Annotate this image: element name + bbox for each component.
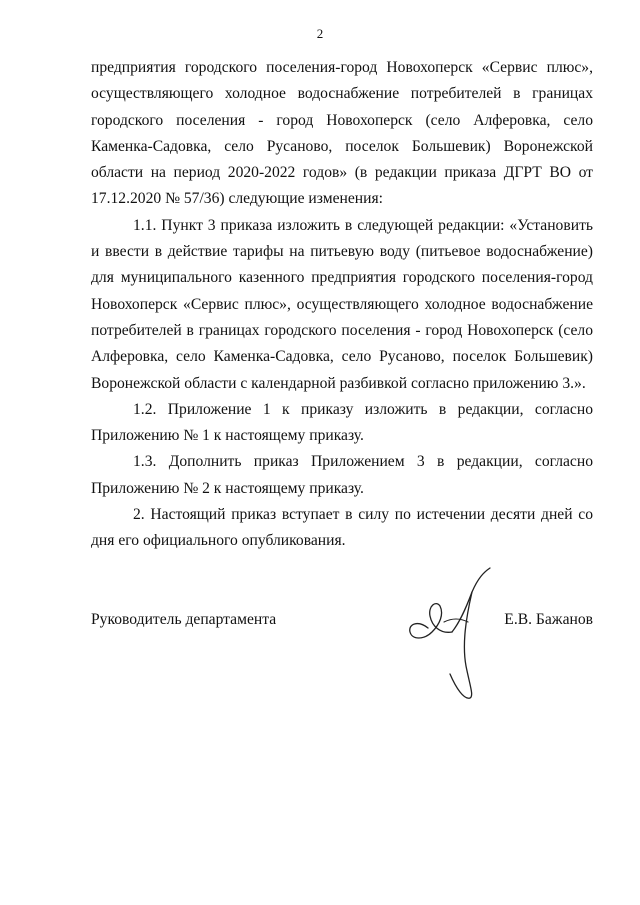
signature-block bbox=[91, 608, 593, 632]
paragraph-item-1-2: 1.2. Приложение 1 к приказу изложить в редакции, согласно Приложению № 1 к настоящему приказу. bbox=[91, 400, 593, 445]
paragraph-item-1-1: 1.1. Пункт 3 приказа изложить в следующей редакции: «Установить и ввести в действие тарифы на питьевую воду (питьевое водоснабжение) для муниципального казенного предприятия городского поселения-город Новохоперск «Сервис плюс», осуществляющего холодное водоснабжение потребителей в границах городского поселения - город Новохоперск (село Алферовка, село Каменка-Садовка, село Русаново, поселок Большевик) Воронежской области с календарной разбивкой согласно приложению 3.». bbox=[91, 216, 593, 392]
paragraph-item-1-3: 1.3. Дополнить приказ Приложением 3 в редакции, согласно Приложению № 2 к настоящему приказу. bbox=[91, 453, 593, 497]
page-number: 2 bbox=[316, 26, 324, 41]
paragraph-continuation: предприятия городского поселения-город Новохоперск «Сервис плюс», осуществляющего холодное водоснабжение потребителей в границах городского поселения - город Новохоперск (село Алферовка, село Каменка-Садовка, село Русаново, поселок Большевик) Воронежской области на период 2020-2022 годов» (в редакции приказа ДГРТ ВО от 17.12.2020 № 57/36) следующие изменения: bbox=[91, 59, 593, 208]
handwritten-signature bbox=[400, 562, 500, 702]
signer-position: Руководитель департамента bbox=[91, 611, 277, 628]
paragraph-item-2: 2. Настоящий приказ вступает в силу по истечении десяти дней со дня его официального опубликования. bbox=[91, 506, 593, 550]
signer-name: Е.В. Бажанов bbox=[504, 611, 593, 628]
document-body bbox=[91, 55, 593, 555]
